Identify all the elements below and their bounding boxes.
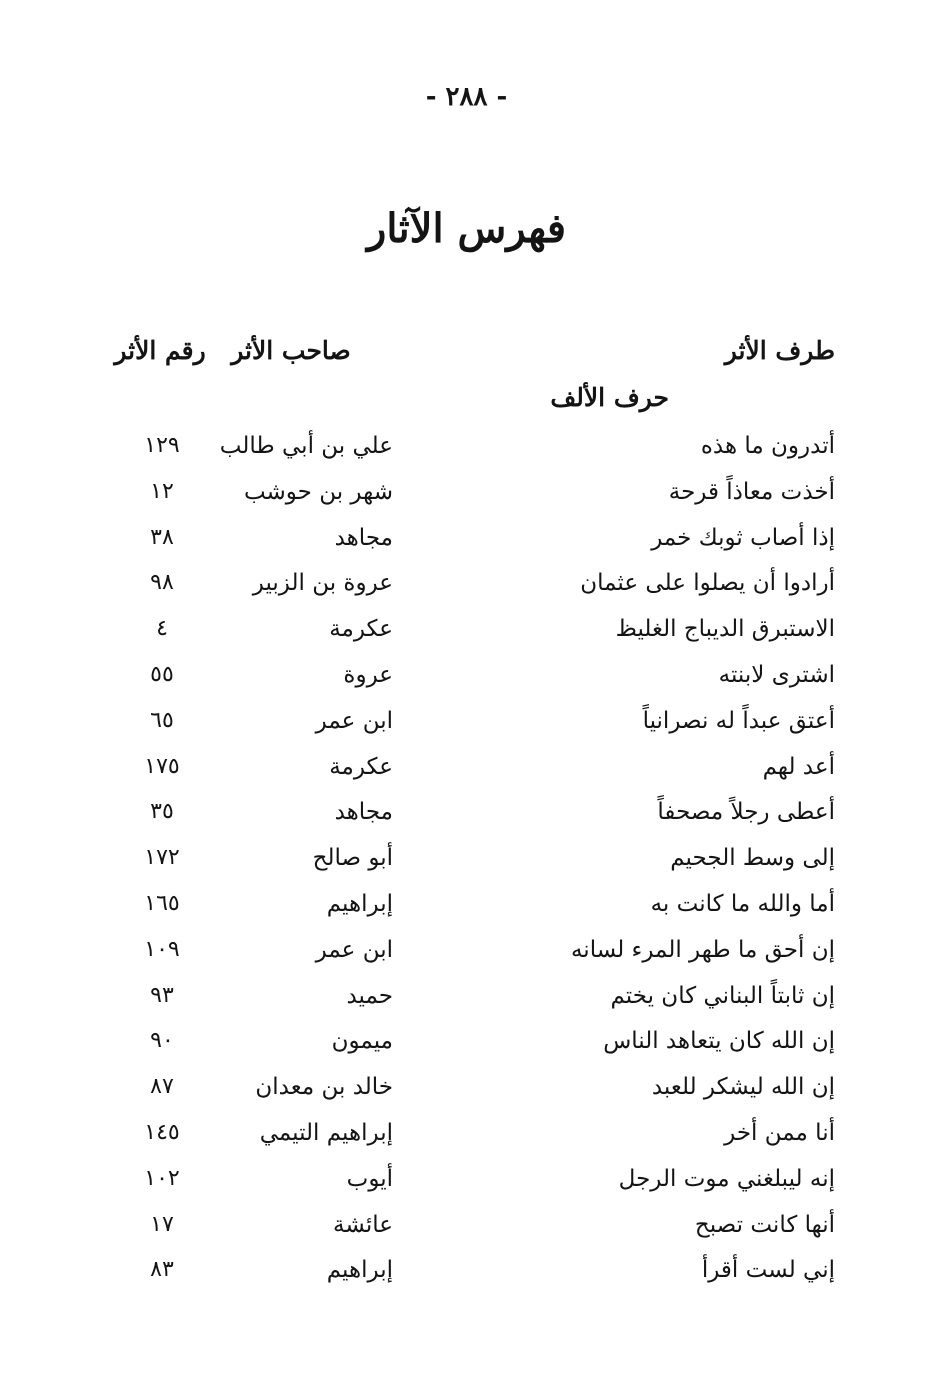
entry-text: أخذت معاذاً قرحة (668, 478, 835, 505)
header-text: طرف الأثر (724, 336, 835, 365)
table-row (0, 838, 933, 884)
entry-text: إنه ليبلغني موت الرجل (618, 1165, 835, 1192)
entry-author: خالد بن معدان (255, 1074, 393, 1101)
entry-text: أنا ممن أخر (724, 1119, 835, 1146)
entry-number: ١٤٥ (144, 1119, 180, 1145)
section-heading: حرف الألف (550, 383, 669, 412)
entry-text: اشترى لابنته (718, 661, 835, 688)
table-row (0, 1159, 933, 1205)
entry-author: علي بن أبي طالب (219, 433, 393, 459)
entry-text: إن الله كان يتعاهد الناس (603, 1028, 835, 1055)
table-row (0, 1250, 933, 1296)
entry-number: ٩٣ (150, 982, 174, 1008)
entry-author: شهر بن حوشب (243, 478, 393, 505)
table-row (0, 563, 933, 609)
table-header (0, 336, 933, 376)
table-row (0, 1113, 933, 1159)
table-row (0, 518, 933, 564)
entry-number: ١٢ (150, 478, 174, 504)
entry-author: إبراهيم التيمي (259, 1119, 393, 1146)
entry-author: ابن عمر (315, 936, 393, 963)
entry-number: ١٧ (150, 1211, 174, 1237)
entry-text: إذا أصاب ثوبك خمر (651, 524, 835, 551)
entry-text: إن أحق ما طهر المرء لسانه (570, 936, 835, 963)
entry-text: أرادوا أن يصلوا على عثمان (580, 570, 835, 597)
entry-number: ٨٣ (150, 1257, 174, 1283)
entry-author: أبو صالح (312, 845, 393, 872)
entry-number: ٣٥ (150, 799, 174, 825)
header-number: رقم الأثر (114, 336, 206, 365)
table-row (0, 884, 933, 930)
entry-number: ١٧٢ (144, 845, 180, 871)
entry-number: ٩٠ (150, 1028, 174, 1054)
entry-number: ٥٥ (150, 661, 174, 687)
entry-text: إن ثابتاً البناني كان يختم (610, 982, 835, 1009)
entry-author: ميمون (331, 1028, 393, 1055)
entry-number: ٣٨ (150, 524, 174, 550)
table-row (0, 609, 933, 655)
entry-author: عكرمة (329, 616, 393, 643)
entry-text: أما والله ما كانت به (650, 890, 835, 917)
table-row (0, 1021, 933, 1067)
entry-author: ابن عمر (315, 707, 393, 734)
entry-number: ١٠٢ (144, 1165, 180, 1191)
table-row (0, 1205, 933, 1251)
entry-number: ٩٨ (150, 570, 174, 596)
entry-author: عكرمة (329, 753, 393, 780)
entry-author: مجاهد (334, 799, 393, 826)
table-row (0, 976, 933, 1022)
entry-number: ١٠٩ (144, 936, 180, 962)
entry-author: مجاهد (334, 524, 393, 551)
entry-text: إن الله ليشكر للعبد (651, 1074, 835, 1101)
table-row (0, 655, 933, 701)
table-row (0, 1067, 933, 1113)
entry-number: ٦٥ (150, 707, 174, 733)
entry-number: ١٧٥ (144, 753, 180, 779)
table-row (0, 701, 933, 747)
entry-author: عائشة (333, 1211, 393, 1238)
entry-text: أعطى رجلاً مصحفاً (657, 799, 835, 826)
entry-text: الاستبرق الديباج الغليظ (615, 616, 835, 643)
header-author: صاحب الأثر (231, 336, 351, 365)
entry-text: أعد لهم (762, 753, 835, 780)
entry-text: إلى وسط الجحيم (670, 845, 835, 872)
entry-text: أعتق عبداً له نصرانياً (642, 707, 835, 734)
entry-author: إبراهيم (326, 1257, 393, 1284)
entry-author: إبراهيم (326, 890, 393, 917)
page-title: فهرس الآثار (367, 205, 566, 252)
page-number: - ٢٨٨ - (425, 82, 508, 112)
entries-list (0, 426, 933, 1296)
table-row (0, 747, 933, 793)
table-row (0, 792, 933, 838)
entry-number: ١٢٩ (144, 433, 180, 458)
entry-text: أتدرون ما هذه (700, 433, 835, 459)
table-row (0, 426, 933, 472)
entry-author: عروة (343, 661, 393, 688)
entry-text: أنها كانت تصبح (694, 1211, 835, 1238)
entry-author: عروة بن الزبير (252, 570, 393, 597)
table-row (0, 930, 933, 976)
entry-text: إني لست أقرأ (701, 1257, 835, 1284)
entry-number: ٤ (156, 616, 168, 642)
table-row (0, 472, 933, 518)
entry-number: ١٦٥ (144, 890, 180, 916)
entry-number: ٨٧ (150, 1074, 174, 1100)
entry-author: أيوب (346, 1165, 393, 1192)
entry-author: حميد (346, 982, 393, 1009)
